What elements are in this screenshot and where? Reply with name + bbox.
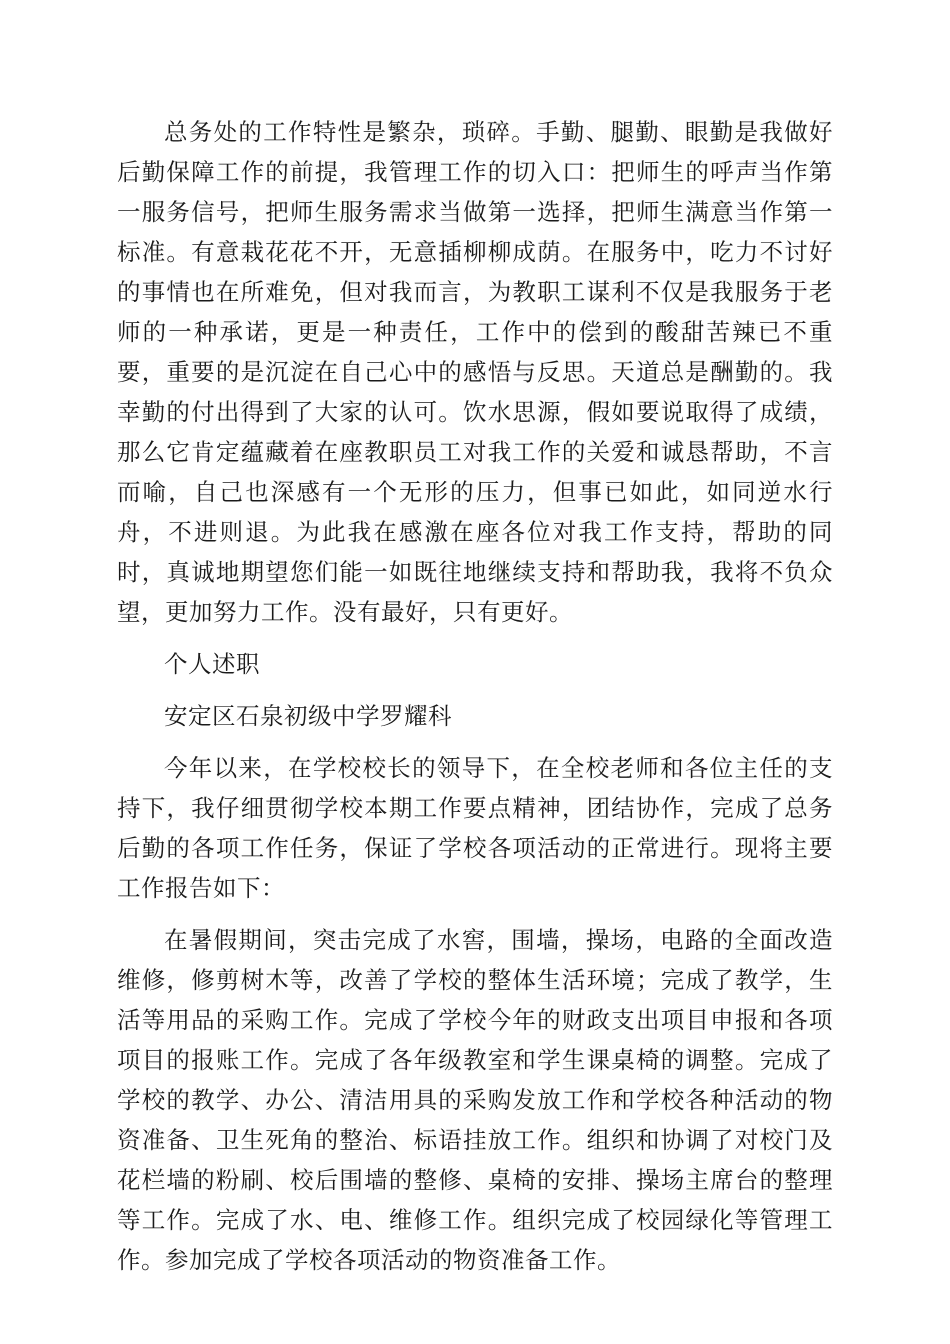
section-heading-personal-report: 个人述职 — [164, 650, 260, 678]
paragraph-work-summary: 总务处的工作特性是繁杂，琐碎。手勤、腿勤、眼勤是我做好后勤保障工作的前提，我管理工作的切入口：把师生的呼声当作第一服务信号，把师生服务需求当做第一选择，把师生满意当作第一标准。有意栽花花不开，无意插柳柳成荫。在服务中，吃力不讨好的事情也在所难免，但对我而言，为教职工谋利不仅是我服务于老师的一种承诺，更是一种责任，工作中的偿到的酸甜苦辣已不重要，重要的是沉淀在自己心中的感悟与反思。天道总是酬勤的。我幸勤的付出得到了大家的认可。饮水思源，假如要说取得了成绩，那么它肯定蕴藏着在座教职员工对我工作的关爱和诚恳帮助，不言而喻，自己也深感有一个无形的压力，但事已如此，如同逆水行舟，不进则退。为此我在感激在座各位对我工作支持，帮助的同时，真诚地期望您们能一如既往地继续支持和帮助我，我将不负众望，更加努力工作。没有最好，只有更好。 — [117, 118, 833, 626]
author-line: 安定区石泉初级中学罗耀科 — [164, 702, 452, 730]
document-body — [117, 112, 833, 1280]
paragraph-introduction: 今年以来，在学校校长的领导下，在全校老师和各位主任的支持下，我仔细贯彻学校本期工作要点精神，团结协作，完成了总务后勤的各项工作任务，保证了学校各项活动的正常进行。现将主要工作报告如下： — [117, 754, 833, 902]
paragraph-summer-work: 在暑假期间，突击完成了水窖，围墙，操场，电路的全面改造维修，修剪树木等，改善了学校的整体生活环境；完成了教学，生活等用品的采购工作。完成了学校今年的财政支出项目申报和各项项目的报账工作。完成了各年级教室和学生课桌椅的调整。完成了学校的教学、办公、清洁用具的采购发放工作和学校各种活动的物资准备、卫生死角的整治、标语挂放工作。组织和协调了对校门及花栏墙的粉刷、校后围墙的整修、桌椅的安排、操场主席台的整理等工作。完成了水、电、维修工作。组织完成了校园绿化等管理工作。参加完成了学校各项活动的物资准备工作。 — [117, 926, 833, 1274]
